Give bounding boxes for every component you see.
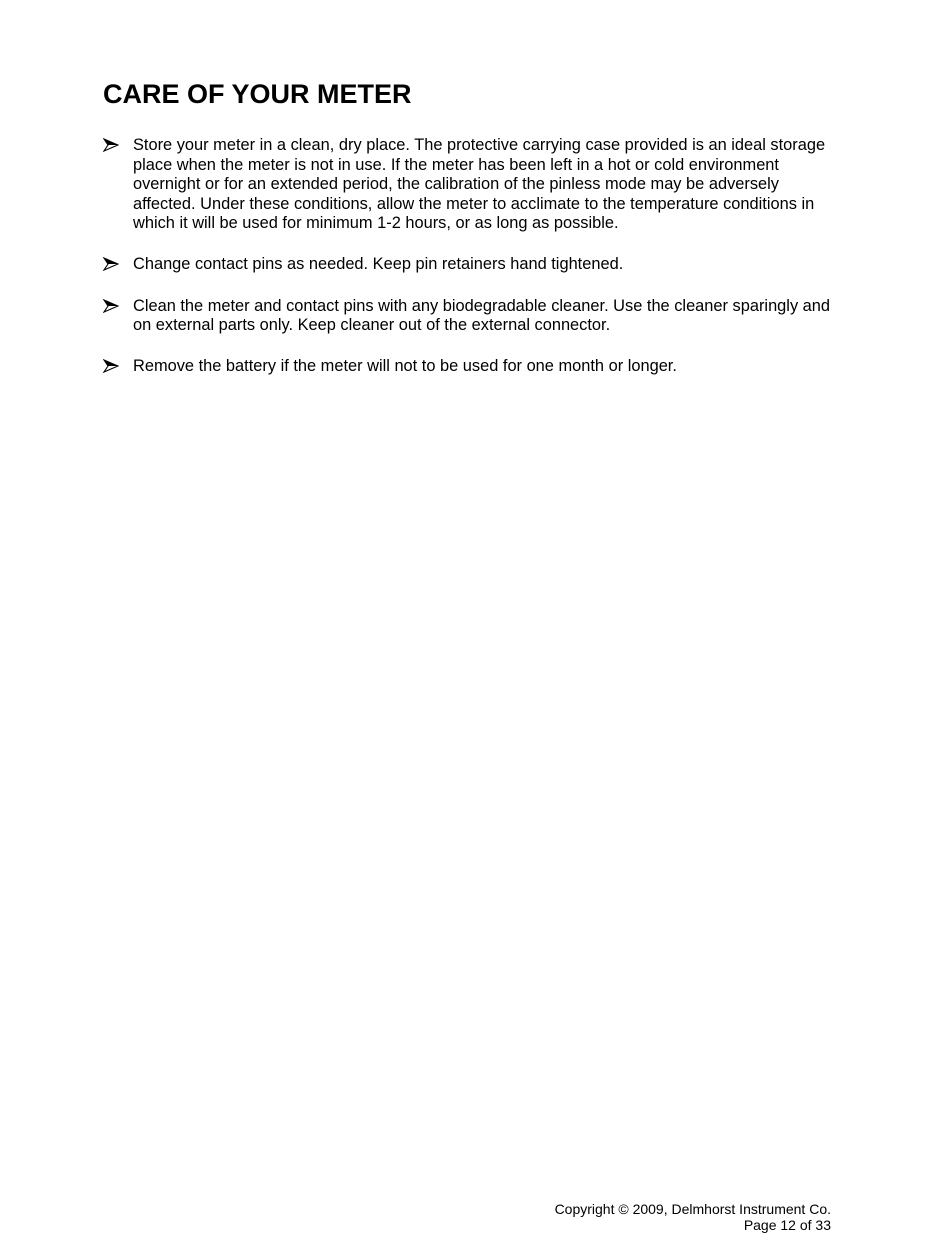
page-footer [555, 1201, 831, 1233]
list-item [103, 136, 833, 234]
list-item [103, 255, 833, 275]
arrowhead-bullet-icon [103, 138, 119, 152]
care-instructions-list [103, 136, 833, 398]
arrowhead-bullet-icon [103, 359, 119, 373]
arrowhead-bullet-icon [103, 299, 119, 313]
page-title: CARE OF YOUR METER [103, 79, 412, 109]
list-item [103, 357, 833, 377]
list-item-text: Change contact pins as needed. Keep pin retainers hand tightened. [133, 255, 624, 274]
copyright-text: Copyright © 2009, Delmhorst Instrument Co. [554, 1201, 831, 1217]
list-item-text: Remove the battery if the meter will not to be used for one month or longer. [133, 357, 677, 376]
page-number: Page 12 of 33 [743, 1217, 831, 1233]
list-item-text: Store your meter in a clean, dry place. The protective carrying case provided is an ideal storage place when the meter is not in use. If the meter has been left in a hot or cold environment overnight or for an extended period, the calibration of the pinless mode may be adversely affected. Under these conditions, allow the meter to acclimate to the temperature conditions in which it will be used for minimum 1-2 hours, or as long as possible. [133, 136, 826, 233]
list-item [103, 297, 833, 336]
list-item-text: Clean the meter and contact pins with any biodegradable cleaner. Use the cleaner sparingly and on external parts only. Keep cleaner out of the external connector. [133, 296, 831, 335]
arrowhead-bullet-icon [103, 257, 119, 271]
